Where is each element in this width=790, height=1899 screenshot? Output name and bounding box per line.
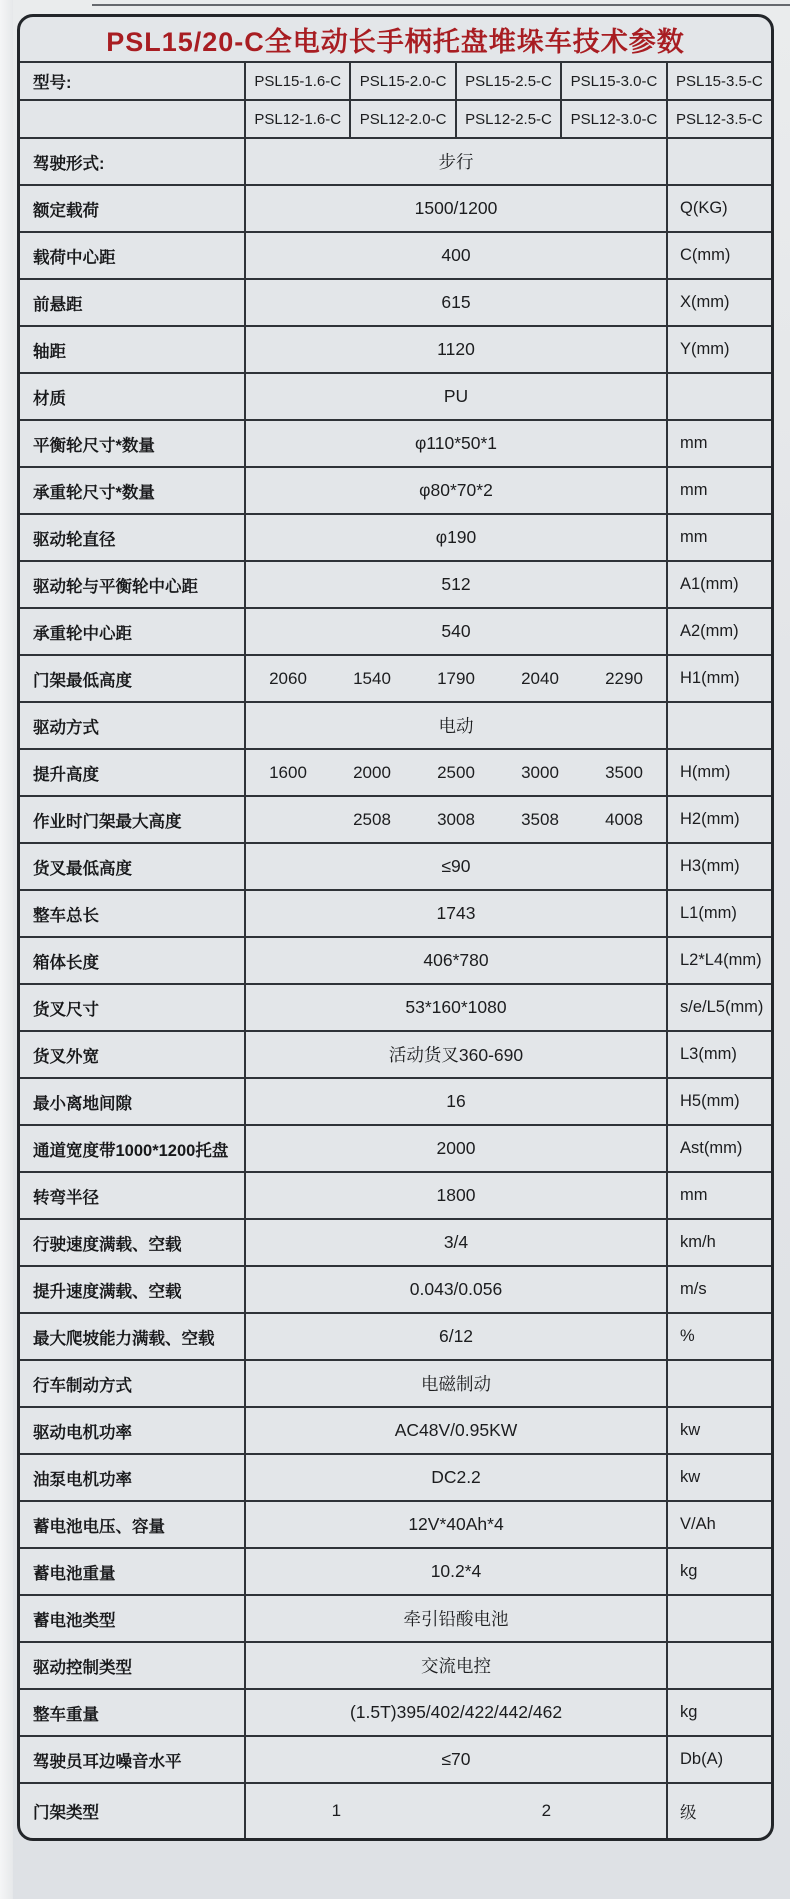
row-unit: L2*L4(mm) (680, 951, 762, 969)
value-slot: 2 (541, 1801, 552, 1820)
table-row (20, 1359, 771, 1406)
row-label: 最小离地间隙 (20, 1079, 246, 1124)
model-cell: PSL12-2.0-C (351, 101, 456, 137)
row-label: 材质 (20, 374, 246, 419)
row-values (246, 750, 668, 795)
row-label: 平衡轮尺寸*数量 (20, 421, 246, 466)
table-row (20, 513, 771, 560)
table-row (20, 61, 771, 99)
model-cell: PSL12-3.0-C (562, 101, 667, 137)
row-label: 驱动方式 (20, 703, 246, 748)
row-label: 行车制动方式 (20, 1361, 246, 1406)
row-value: φ190 (246, 515, 668, 560)
table-row (20, 372, 771, 419)
row-value: 615 (246, 280, 668, 325)
row-unit: kg (680, 1562, 698, 1580)
row-value: 电动 (246, 703, 668, 748)
row-unit: kw (680, 1468, 701, 1486)
row-label: 承重轮中心距 (20, 609, 246, 654)
row-label: 驾驶形式: (20, 139, 246, 184)
row-unit (668, 1361, 771, 1406)
row-value: 0.043/0.056 (246, 1267, 668, 1312)
table-row (20, 1594, 771, 1641)
row-label: 提升速度满载、空载 (20, 1267, 246, 1312)
model-cell: PSL15-2.5-C (457, 63, 562, 99)
row-label: 箱体长度 (20, 938, 246, 983)
table-row (20, 1312, 771, 1359)
row-unit: % (680, 1327, 695, 1345)
row-unit (668, 703, 771, 748)
value-slot: 1 (331, 1801, 342, 1820)
row-value: ≤70 (246, 1737, 668, 1782)
value-slot: 1600 (269, 762, 307, 782)
value-slot: 2000 (353, 762, 391, 782)
row-unit: kw (680, 1421, 701, 1439)
value-slot: 4008 (605, 809, 643, 829)
row-unit: kg (680, 1703, 698, 1721)
value-slot (246, 797, 330, 842)
row-unit: H(mm) (680, 763, 731, 781)
table-row (20, 1124, 771, 1171)
row-value: φ80*70*2 (246, 468, 668, 513)
row-unit: A1(mm) (680, 575, 739, 593)
top-divider-line (92, 4, 790, 6)
table-row (20, 983, 771, 1030)
row-unit: mm (680, 481, 708, 499)
table-row (20, 1641, 771, 1688)
row-values (246, 797, 668, 842)
row-value: 1743 (246, 891, 668, 936)
table-row (20, 1265, 771, 1312)
row-label: 驱动轮与平衡轮中心距 (20, 562, 246, 607)
row-unit: mm (680, 1186, 708, 1204)
row-label: 门架类型 (20, 1784, 246, 1838)
row-unit: X(mm) (680, 293, 730, 311)
row-unit (668, 1596, 771, 1641)
row-label: 载荷中心距 (20, 233, 246, 278)
table-row (20, 325, 771, 372)
value-slot: 2500 (437, 762, 475, 782)
row-label: 蓄电池重量 (20, 1549, 246, 1594)
row-value: 12V*40Ah*4 (246, 1502, 668, 1547)
row-value: 1120 (246, 327, 668, 372)
row-unit (668, 1643, 771, 1688)
row-unit: Db(A) (680, 1750, 724, 1768)
table-row (20, 1500, 771, 1547)
page-title: PSL15/20-C全电动长手柄托盘堆垛车技术参数 (106, 26, 685, 57)
row-value: (1.5T)395/402/422/442/462 (246, 1690, 668, 1735)
row-label: 货叉最低高度 (20, 844, 246, 889)
table-row (20, 278, 771, 325)
row-unit: H3(mm) (680, 857, 740, 875)
row-value: 10.2*4 (246, 1549, 668, 1594)
row-unit: V/Ah (680, 1515, 716, 1533)
value-slot: 3500 (605, 762, 643, 782)
row-value: DC2.2 (246, 1455, 668, 1500)
row-unit: L1(mm) (680, 904, 737, 922)
model-cell: PSL15-2.0-C (351, 63, 456, 99)
value-slot: 3008 (437, 809, 475, 829)
table-row (20, 1077, 771, 1124)
row-value: 540 (246, 609, 668, 654)
table-row (20, 1171, 771, 1218)
model-cell: PSL12-2.5-C (457, 101, 562, 137)
table-row (20, 466, 771, 513)
row-label: 整车总长 (20, 891, 246, 936)
row-label: 型号: (20, 63, 246, 99)
row-value: 电磁制动 (246, 1361, 668, 1406)
model-cell: PSL12-3.5-C (675, 110, 763, 128)
row-value: φ110*50*1 (246, 421, 668, 466)
value-slot: 3508 (521, 809, 559, 829)
row-value: 6/12 (246, 1314, 668, 1359)
value-slot: 2040 (521, 668, 559, 688)
row-values (246, 1784, 668, 1838)
spec-table-rows (20, 61, 771, 1838)
row-unit: L3(mm) (680, 1045, 737, 1063)
table-row (20, 99, 771, 137)
row-label: 整车重量 (20, 1690, 246, 1735)
row-label: 最大爬坡能力满载、空载 (20, 1314, 246, 1359)
table-row (20, 184, 771, 231)
row-value: 1800 (246, 1173, 668, 1218)
row-value: PU (246, 374, 668, 419)
table-row (20, 1547, 771, 1594)
table-row (20, 1453, 771, 1500)
row-value: 牵引铅酸电池 (246, 1596, 668, 1641)
row-value: 16 (246, 1079, 668, 1124)
row-label: 油泵电机功率 (20, 1455, 246, 1500)
row-unit: Q(KG) (680, 199, 728, 217)
table-row (20, 231, 771, 278)
row-label: 货叉外宽 (20, 1032, 246, 1077)
row-unit (668, 374, 771, 419)
table-row (20, 560, 771, 607)
row-value: 406*780 (246, 938, 668, 983)
spec-table (17, 14, 774, 1841)
row-unit: H5(mm) (680, 1092, 740, 1110)
row-value: 2000 (246, 1126, 668, 1171)
row-value: 53*160*1080 (246, 985, 668, 1030)
row-value: 交流电控 (246, 1643, 668, 1688)
row-label: 驱动电机功率 (20, 1408, 246, 1453)
value-slot: 2290 (605, 668, 643, 688)
table-row (20, 607, 771, 654)
table-row (20, 1406, 771, 1453)
row-value: 活动货叉360-690 (246, 1032, 668, 1077)
row-unit: H2(mm) (680, 810, 740, 828)
row-label: 货叉尺寸 (20, 985, 246, 1030)
table-row (20, 889, 771, 936)
page-edge-strip (0, 0, 13, 1899)
table-row (20, 701, 771, 748)
table-row (20, 748, 771, 795)
row-unit: mm (680, 528, 708, 546)
row-unit: m/s (680, 1280, 707, 1298)
row-label: 驱动轮直径 (20, 515, 246, 560)
row-values (246, 656, 668, 701)
row-label: 承重轮尺寸*数量 (20, 468, 246, 513)
row-value: ≤90 (246, 844, 668, 889)
row-unit: s/e/L5(mm) (680, 998, 764, 1016)
table-row (20, 842, 771, 889)
row-label (20, 101, 246, 137)
table-row (20, 419, 771, 466)
row-value: 512 (246, 562, 668, 607)
row-unit: 级 (680, 1804, 697, 1822)
table-row (20, 654, 771, 701)
row-value: 1500/1200 (246, 186, 668, 231)
table-row (20, 1218, 771, 1265)
row-unit: Y(mm) (680, 340, 730, 358)
row-label: 蓄电池类型 (20, 1596, 246, 1641)
table-row (20, 936, 771, 983)
row-label: 蓄电池电压、容量 (20, 1502, 246, 1547)
table-row (20, 1688, 771, 1735)
row-unit: H1(mm) (680, 669, 740, 687)
row-label: 前悬距 (20, 280, 246, 325)
row-unit: mm (680, 434, 708, 452)
value-slot: 2508 (353, 809, 391, 829)
model-cell: PSL12-1.6-C (246, 101, 351, 137)
row-label: 驾驶员耳边噪音水平 (20, 1737, 246, 1782)
row-label: 门架最低高度 (20, 656, 246, 701)
row-label: 提升高度 (20, 750, 246, 795)
table-row (20, 1782, 771, 1838)
row-label: 驱动控制类型 (20, 1643, 246, 1688)
row-label: 转弯半径 (20, 1173, 246, 1218)
row-unit: km/h (680, 1233, 716, 1251)
row-label: 作业时门架最大高度 (20, 797, 246, 842)
value-slot: 1790 (437, 668, 475, 688)
table-row (20, 1735, 771, 1782)
row-unit (668, 139, 771, 184)
row-value: 步行 (246, 139, 668, 184)
row-unit: A2(mm) (680, 622, 739, 640)
row-value: AC48V/0.95KW (246, 1408, 668, 1453)
row-unit: C(mm) (680, 246, 731, 264)
table-row (20, 1030, 771, 1077)
row-unit: Ast(mm) (680, 1139, 743, 1157)
row-label: 行驶速度满载、空载 (20, 1220, 246, 1265)
row-value: 400 (246, 233, 668, 278)
value-slot: 1540 (353, 668, 391, 688)
value-slot: 2060 (269, 668, 307, 688)
row-label: 轴距 (20, 327, 246, 372)
row-value: 3/4 (246, 1220, 668, 1265)
model-cell: PSL15-3.0-C (562, 63, 667, 99)
row-label: 通道宽度带1000*1200托盘 (20, 1126, 246, 1171)
model-cell: PSL15-1.6-C (246, 63, 351, 99)
model-cell: PSL15-3.5-C (675, 72, 763, 90)
row-label: 额定载荷 (20, 186, 246, 231)
table-row (20, 795, 771, 842)
table-row (20, 137, 771, 184)
value-slot: 3000 (521, 762, 559, 782)
